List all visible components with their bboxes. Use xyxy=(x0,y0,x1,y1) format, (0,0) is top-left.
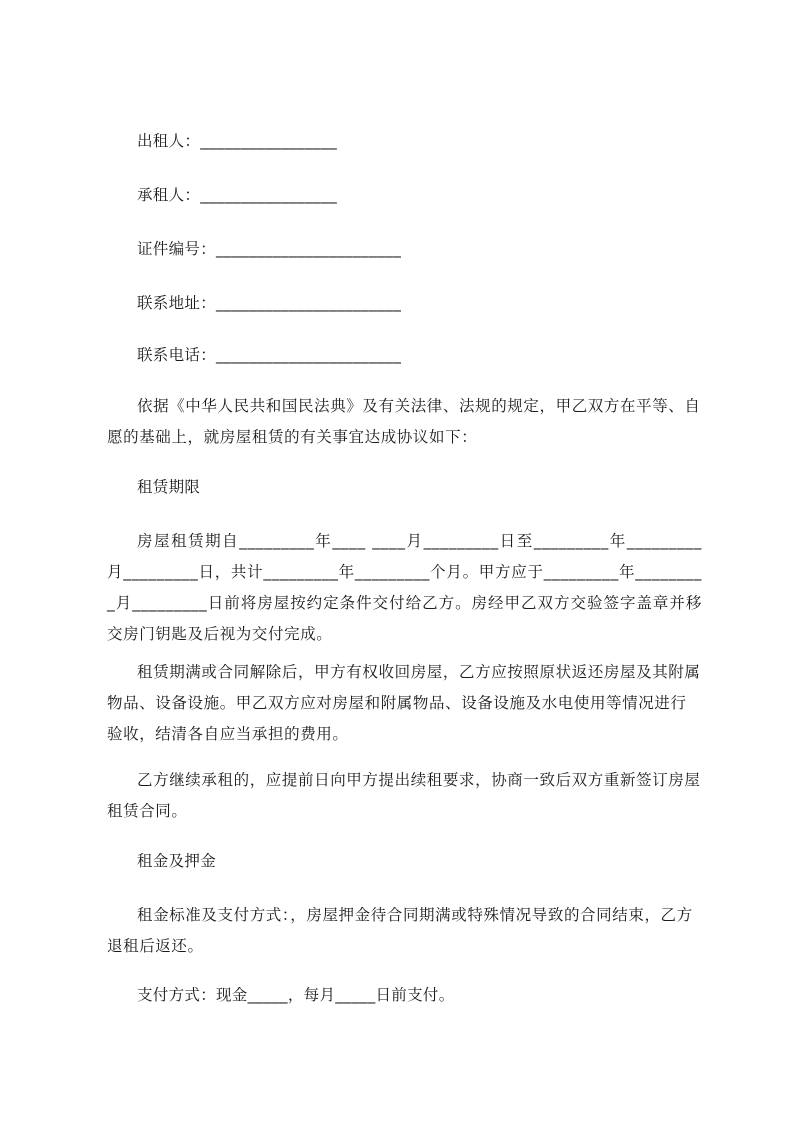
id-number-field: 证件编号：_______________________ xyxy=(137,240,402,258)
payment-method-line: 支付方式：现金_____，每月_____日前支付。 xyxy=(137,986,455,1004)
address-field: 联系地址：_______________________ xyxy=(137,294,402,312)
lessee-field: 承租人：_________________ xyxy=(137,186,338,204)
lease-term-paragraph: 房屋租赁期自_________年____ ____月_________日至_________年_________月_________日，共计_________年_________个月。甲方应于_________年_________月_________日前将房屋按约定条件交付给乙方。房经甲乙双方交验签字盖章并移交房门钥匙及后视为交付完成。 xyxy=(107,532,702,643)
lease-end-paragraph: 租赁期满或合同解除后，甲方有权收回房屋，乙方应按照原状返还房屋及其附属物品、设备设施。甲乙双方应对房屋和附属物品、设备设施及水电使用等情况进行验收，结清各自应当承担的费用。 xyxy=(107,663,701,743)
lessor-field: 出租人：_________________ xyxy=(137,132,338,150)
lease-renewal-paragraph: 乙方继续承租的，应提前日向甲方提出续租要求，协商一致后双方重新签订房屋租赁合同。 xyxy=(107,771,701,820)
rent-deposit-heading: 租金及押金 xyxy=(137,852,217,870)
lease-term-heading: 租赁期限 xyxy=(137,478,201,496)
intro-paragraph: 依据《中华人民共和国民法典》及有关法律、法规的规定，甲乙双方在平等、自愿的基础上，就房屋租赁的有关事宜达成协议如下： xyxy=(107,397,701,446)
rent-standard-paragraph: 租金标准及支付方式：，房屋押金待合同期满或特殊情况导致的合同结束，乙方退租后返还。 xyxy=(107,906,693,955)
phone-field: 联系电话：_______________________ xyxy=(137,346,402,364)
